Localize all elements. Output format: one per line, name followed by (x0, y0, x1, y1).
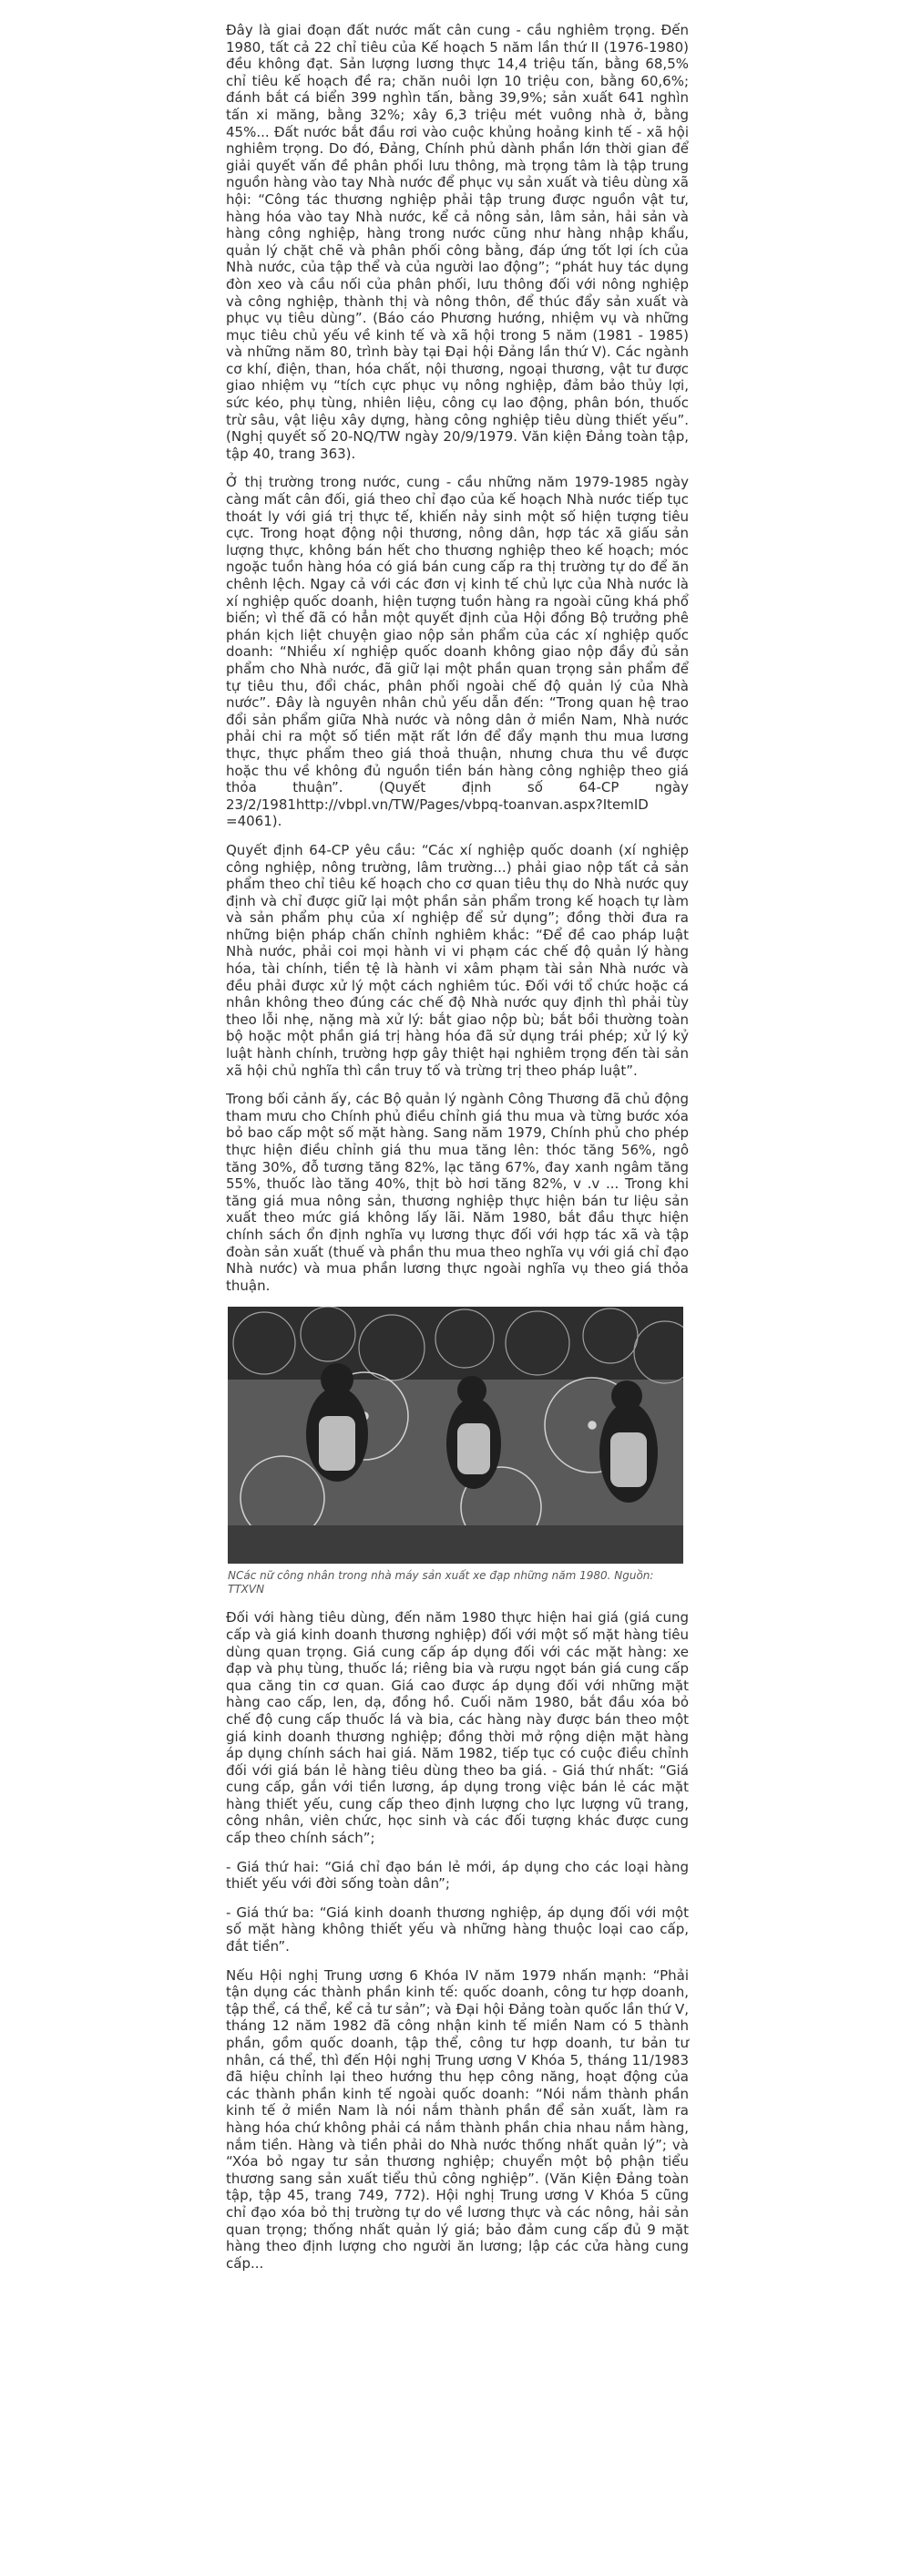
article-body (226, 22, 689, 2284)
paragraph: Ở thị trường trong nước, cung - cầu những năm 1979-1985 ngày càng mất cân đối, giá theo chỉ đạo của kế hoạch Nhà nước tiếp tục thoát ly với giá trị thực tế, khiến nảy sinh một số hiện tượng tiêu cực. Trong hoạt động nội thương, nông dân, hợp tác xã giấu sản lượng thực, không bán hết cho thương nghiệp theo kế hoạch; móc ngoặc tuồn hàng hóa có giá bán cung cấp ra thị trường tự do để ăn chênh lệch. Ngay cả với các đơn vị kinh tế chủ lực của Nhà nước là xí nghiệp quốc doanh, hiện tượng tuồn hàng ra ngoài cũng khá phổ biến; vì thế đã có hẳn một quyết định của Hội đồng Bộ trưởng phê phán kịch liệt chuyện giao nộp sản phẩm của các xí nghiệp quốc doanh: “Nhiều xí nghiệp quốc doanh không giao nộp đầy đủ sản phẩm cho Nhà nước, đã giữ lại một phần quan trọng sản phẩm để tự tiêu thu, đổi chác, phân phối ngoài chế độ quản lý của Nhà nước”. Đây là nguyên nhân chủ yếu dẫn đến: “Trong quan hệ trao đổi sản phẩm giữa Nhà nước và nông dân ở miền Nam, Nhà nước phải chi ra một số tiền mặt rất lớn để đẩy mạnh thu mua lương thực, thực phẩm theo giá thoả thuận, nhưng chưa thu về được hoặc thu về không đủ nguồn tiền bán hàng công nghiệp theo giá thỏa thuận”. (Quyết định số 64-CP ngày 23/2/1981http://vbpl.vn/TW/Pages/vbpq-toanvan.aspx?ItemID =4061). (226, 474, 689, 830)
paragraph: Trong bối cảnh ấy, các Bộ quản lý ngành Công Thương đã chủ động tham mưu cho Chính phủ điều chỉnh giá thu mua và từng bước xóa bỏ bao cấp một số mặt hàng. Sang năm 1979, Chính phủ cho phép thực hiện điều chỉnh giá thu mua tăng lên: thóc tăng 56%, ngô tăng 30%, đỗ tương tăng 82%, lạc tăng 67%, đay xanh ngâm tăng 55%, thuốc lào tăng 40%, thịt bò hơi tăng 82%, v .v ... Trong khi tăng giá mua nông sản, thương nghiệp thực hiện bán tư liệu sản xuất theo mức giá không lấy lãi. Năm 1980, bắt đầu thực hiện chính sách ổn định nghĩa vụ lương thực đối với hợp tác xã và tập đoàn sản xuất (thuế và phần thu mua theo nghĩa vụ với giá chỉ đạo Nhà nước) và mua phần lương thực ngoài nghĩa vụ theo giá thỏa thuận. (226, 1091, 689, 1294)
factory-workers-photo (228, 1307, 683, 1564)
paragraph: Đối với hàng tiêu dùng, đến năm 1980 thực hiện hai giá (giá cung cấp và giá kinh doanh thương nghiệp) đối với một số mặt hàng tiêu dùng quan trọng. Giá cung cấp áp dụng đối với các mặt hàng: xe đạp và phụ tùng, thuốc lá; riêng bia và rượu ngọt bán giá cung cấp qua căng tin cơ quan. Giá cao được áp dụng đối với những mặt hàng cao cấp, len, dạ, đồng hồ. Cuối năm 1980, bắt đầu xóa bỏ chế độ cung cấp thuốc lá và bia, các hàng này được bán theo một giá kinh doanh thương nghiệp; đồng thời mở rộng diện mặt hàng áp dụng chính sách hai giá. Năm 1982, tiếp tục có cuộc điều chỉnh đối với giá bán lẻ hàng tiêu dùng theo ba giá. - Giá thứ nhất: “Giá cung cấp, gắn với tiền lương, áp dụng trong việc bán lẻ các mặt hàng thiết yếu, cung cấp theo định lượng cho lực lượng vũ trang, công nhân, viên chức, học sinh và các đối tượng khác được cung cấp theo chính sách”; (226, 1609, 689, 1847)
paragraph: Nếu Hội nghị Trung ương 6 Khóa IV năm 1979 nhấn mạnh: “Phải tận dụng các thành phần kinh tế: quốc doanh, công tư hợp doanh, tập thể, cá thể, kể cả tư sản”; và Đại hội Đảng toàn quốc lần thứ V, tháng 12 năm 1982 đã công nhận kinh tế miền Nam có 5 thành phần, gồm quốc doanh, tập thể, công tư hợp doanh, tư bản tư nhân, cá thể, thì đến Hội nghị Trung ương V Khóa 5, tháng 11/1983 đã hiệu chỉnh lại theo hướng thu hẹp công năng, hoạt động của các thành phần kinh tế ngoài quốc doanh: “Nói nắm thành phần kinh tế ở miền Nam là nói nắm thành phần để sản xuất, làm ra hàng hóa chứ không phải cá nắm thành phần chia nhau nắm hàng, nắm tiền. Hàng và tiền phải do Nhà nước thống nhất quản lý”; và “Xóa bỏ ngay tư sản thương nghiệp; chuyển một bộ phận tiểu thương sang sản xuất tiểu thủ công nghiệp”. (Văn Kiện Đảng toàn tập, tập 45, trang 749, 772). Hội nghị Trung ương V Khóa 5 cũng chỉ đạo xóa bỏ thị trường tự do về lương thực và các nông, hải sản quan trọng; thống nhất quản lý giá; bảo đảm cung cấp đủ 9 mặt hàng theo định lượng cho người ăn lương; lập các cửa hàng cung cấp... (226, 1966, 689, 2272)
article-figure (228, 1307, 683, 1564)
figure-caption: NCác nữ công nhân trong nhà máy sản xuất xe đạp những năm 1980. Nguồn: TTXVN (228, 1569, 654, 1596)
paragraph: Đây là giai đoạn đất nước mất cân cung - cầu nghiêm trọng. Đến 1980, tất cả 22 chỉ tiêu của Kế hoạch 5 năm lần thứ II (1976-1980) đều không đạt. Sản lượng lương thực 14,4 triệu tấn, bằng 68,5% chỉ tiêu kế hoạch đề ra; chăn nuôi lợn 10 triệu con, bằng 60,6%; đánh bắt cá biển 399 nghìn tấn, bằng 39,9%; sản xuất 641 nghìn tấn xi măng, bằng 32%; xây 6,3 triệu mét vuông nhà ở, bằng 45%... Đất nước bắt đầu rơi vào cuộc khủng hoảng kinh tế - xã hội nghiêm trọng. Do đó, Đảng, Chính phủ dành phần lớn thời gian để giải quyết vấn đề phân phối lưu thông, mà trọng tâm là tập trung nguồn hàng vào tay Nhà nước để phục vụ sản xuất và tiêu dùng xã hội: “Công tác thương nghiệp phải tập trung được nguồn vật tư, hàng hóa vào tay Nhà nước, kể cả nông sản, lâm sản, hải sản và hàng công nghiệp, hàng trong nước cũng như hàng nhập khẩu, quản lý chặt chẽ và phân phối công bằng, đáp ứng tốt lợi ích của Nhà nước, của tập thể và của người lao động”; “phát huy tác dụng đòn xeo và cầu nối của phân phối, lưu thông đối với nông nghiệp và công nghiệp, thành thị và nông thôn, để thúc đẩy sản xuất và phục vụ tiêu dùng”. (Báo cáo Phương hướng, nhiệm vụ và những mục tiêu chủ yếu về kinh tế và xã hội trong 5 năm (1981 - 1985) và những năm 80, trình bày tại Đại hội Đảng lần thứ V). Các ngành cơ khí, điện, than, hóa chất, nội thương, ngoại thương, vật tư được giao nhiệm vụ “tích cực phục vụ nông nghiệp, đảm bảo thủy lợi, sức kéo, phụ tùng, nhiên liệu, công cụ lao động, phân bón, thuốc trừ sâu, vật liệu xây dựng, hàng công nghiệp tiêu dùng thiết yếu”. (Nghị quyết số 20-NQ/TW ngày 20/9/1979. Văn kiện Đảng toàn tập, tập 40, trang 363). (226, 22, 689, 462)
paragraph: Quyết định 64-CP yêu cầu: “Các xí nghiệp quốc doanh (xí nghiệp công nghiệp, nông trường, lâm trường...) phải giao nộp tất cả sản phẩm theo chỉ tiêu kế hoạch cho cơ quan tiêu thụ do Nhà nước quy định và chỉ được giữ lại một phần sản phẩm trong kế hoạch tự làm và sản phẩm phụ của xí nghiệp để sử dụng”; đồng thời đưa ra những biện pháp chấn chỉnh nghiêm khắc: “Để đề cao pháp luật Nhà nước, phải coi mọi hành vi vi phạm các chế độ quản lý hàng hóa, tài chính, tiền tệ là hành vi xâm phạm tài sản Nhà nước và đều phải được xử lý một cách nghiêm túc. Đối với tổ chức hoặc cá nhân không theo đúng các chế độ Nhà nước quy định thì phải tùy theo lỗi nhẹ, nặng mà xử lý: bắt giao nộp bù; bắt bồi thường toàn bộ hoặc một phần giá trị hàng hóa đã sử dụng trái phép; xử lý kỷ luật hành chính, trường hợp gây thiệt hại nghiêm trọng đến tài sản xã hội chủ nghĩa thì cần truy tố và trừng trị theo pháp luật”. (226, 841, 689, 1079)
paragraph: - Giá thứ hai: “Giá chỉ đạo bán lẻ mới, áp dụng cho các loại hàng thiết yếu với đời sống toàn dân”; (226, 1858, 689, 1893)
paragraph: - Giá thứ ba: “Giá kinh doanh thương nghiệp, áp dụng đối với một số mặt hàng không thiết yếu và những hàng thuộc loại cao cấp, đắt tiền”. (226, 1904, 689, 1955)
